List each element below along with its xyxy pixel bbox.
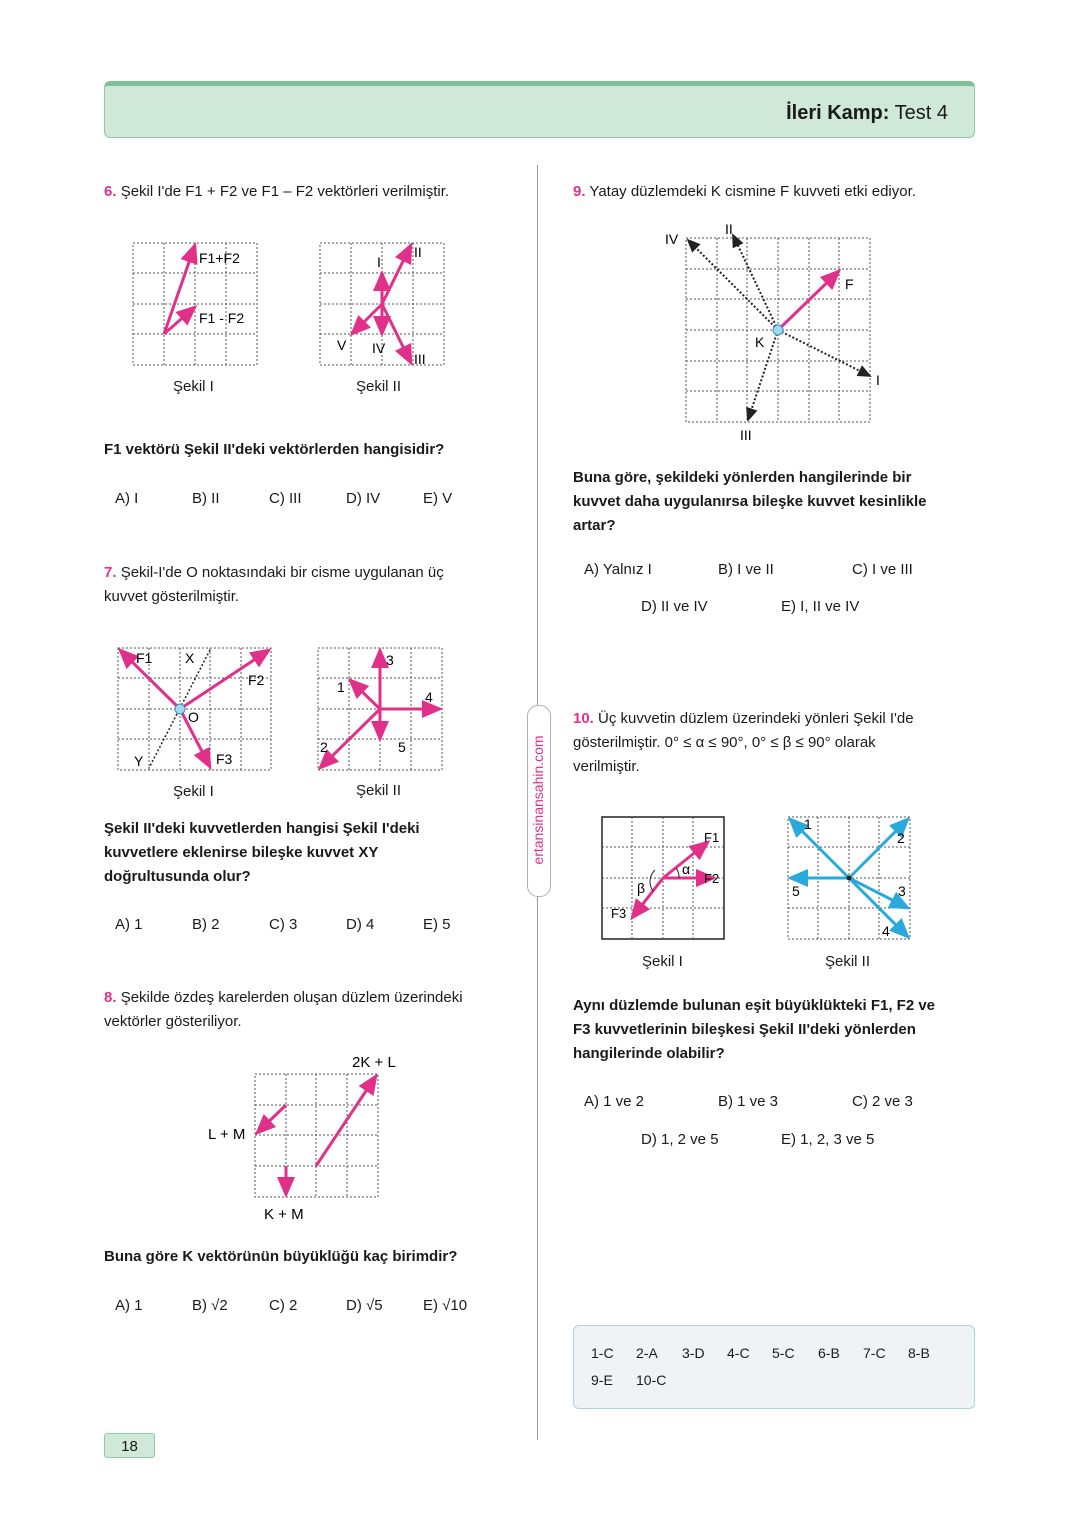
svg-text:3: 3 xyxy=(386,652,394,668)
svg-text:4: 4 xyxy=(425,689,433,705)
svg-text:5: 5 xyxy=(792,883,800,899)
q9-option-a[interactable]: A) Yalnız I xyxy=(584,561,652,578)
svg-text:1: 1 xyxy=(804,816,812,832)
svg-text:2K + L: 2K + L xyxy=(352,1054,396,1071)
q8-option-e[interactable]: E) √10 xyxy=(423,1297,468,1314)
q9-option-b[interactable]: B) I ve II xyxy=(718,561,774,578)
q10-option-e[interactable]: E) 1, 2, 3 ve 5 xyxy=(781,1131,875,1148)
q7-figure-1 xyxy=(110,640,275,775)
q8-option-a[interactable]: A) 1 xyxy=(115,1297,143,1314)
svg-text:X: X xyxy=(185,650,195,666)
svg-text:F3: F3 xyxy=(611,906,627,921)
svg-text:IV: IV xyxy=(665,231,679,247)
q6-text: 6. Şekil I'de F1 + F2 ve F1 – F2 vektörleri verilmiştir. xyxy=(104,183,450,200)
q10-question: Aynı düzlemde bulunan eşit büyüklükteki F1, F2 ve F3 kuvvetlerinin bileşkesi Şekil II'deki yönlerden hangilerinde olabilir? xyxy=(573,997,936,1062)
watermark: ertansinansahin.com xyxy=(530,735,546,865)
q6-option-a[interactable]: A) I xyxy=(115,490,139,507)
q7-option-c[interactable]: C) 3 xyxy=(269,916,298,933)
svg-text:L + M: L + M xyxy=(208,1126,246,1143)
svg-text:5: 5 xyxy=(398,739,406,755)
svg-text:F3: F3 xyxy=(216,751,233,767)
answer-2: 2-A xyxy=(636,1345,658,1361)
svg-text:K: K xyxy=(755,334,765,350)
header-band xyxy=(104,81,975,138)
answer-4: 4-C xyxy=(727,1345,750,1361)
q6-label-sum: F1+F2 xyxy=(199,250,240,266)
page-title: İleri Kamp: Test 4 xyxy=(786,102,948,124)
q7-text: 7. Şekil-I'de O noktasındaki bir cisme uygulanan üç kuvvet gösterilmiştir. xyxy=(104,564,444,605)
answer-5: 5-C xyxy=(772,1345,795,1361)
q9-text: 9. Yatay düzlemdeki K cismine F kuvveti etki ediyor. xyxy=(573,183,916,200)
q8-figure xyxy=(200,1045,415,1230)
q8-option-d[interactable]: D) √5 xyxy=(346,1297,383,1314)
q9-option-d[interactable]: D) II ve IV xyxy=(641,598,708,615)
q7-option-e[interactable]: E) 5 xyxy=(423,916,451,933)
q7-option-a[interactable]: A) 1 xyxy=(115,916,143,933)
q6-option-c[interactable]: C) III xyxy=(269,490,302,507)
q7-figure-2 xyxy=(310,640,450,775)
svg-text:1: 1 xyxy=(337,679,345,695)
svg-text:V: V xyxy=(337,337,347,353)
svg-text:O: O xyxy=(188,709,199,725)
q7-option-d[interactable]: D) 4 xyxy=(346,916,375,933)
q10-option-b[interactable]: B) 1 ve 3 xyxy=(718,1093,779,1110)
answer-1: 1-C xyxy=(591,1345,614,1361)
q10-caption-1: Şekil I xyxy=(642,953,683,970)
q9-option-c[interactable]: C) I ve III xyxy=(852,561,913,578)
answer-8: 8-B xyxy=(908,1345,930,1361)
svg-text:2: 2 xyxy=(320,739,328,755)
q10-option-a[interactable]: A) 1 ve 2 xyxy=(584,1093,645,1110)
q6-label-diff: F1 - F2 xyxy=(199,310,245,326)
q9-figure xyxy=(655,215,895,445)
q7-question: Şekil II'deki kuvvetlerden hangisi Şekil I'deki kuvvetlere eklenirse bileşke kuvvet XY doğrultusunda olur? xyxy=(104,820,420,885)
q8-question: Buna göre K vektörünün büyüklüğü kaç birimdir? xyxy=(104,1248,458,1265)
svg-text:2: 2 xyxy=(897,830,905,846)
svg-text:III: III xyxy=(740,427,752,443)
answer-10: 10-C xyxy=(636,1372,667,1388)
answer-9: 9-E xyxy=(591,1372,613,1388)
q6-option-d[interactable]: D) IV xyxy=(346,490,381,507)
q6-caption-1: Şekil I xyxy=(173,378,214,395)
page-number: 18 xyxy=(104,1433,155,1458)
q7-caption-2: Şekil II xyxy=(356,782,402,799)
answer-7: 7-C xyxy=(863,1345,886,1361)
q8-option-c[interactable]: C) 2 xyxy=(269,1297,298,1314)
q6-option-b[interactable]: B) II xyxy=(192,490,220,507)
q6-caption-2: Şekil II xyxy=(356,378,402,395)
svg-text:II: II xyxy=(725,221,733,237)
answer-key xyxy=(573,1325,975,1409)
q6-option-e[interactable]: E) V xyxy=(423,490,453,507)
answer-6: 6-B xyxy=(818,1345,840,1361)
q7-caption-1: Şekil I xyxy=(173,783,214,800)
q10-option-c[interactable]: C) 2 ve 3 xyxy=(852,1093,913,1110)
q10-figure-1 xyxy=(597,812,732,947)
q10-caption-2: Şekil II xyxy=(825,953,871,970)
q10-figure-2 xyxy=(780,812,915,947)
answer-3: 3-D xyxy=(682,1345,705,1361)
svg-text:I: I xyxy=(377,254,381,270)
svg-text:3: 3 xyxy=(898,883,906,899)
q6-figure-1 xyxy=(125,235,265,370)
svg-text:β: β xyxy=(637,880,646,896)
svg-text:K + M: K + M xyxy=(264,1206,304,1223)
q6-question: F1 vektörü Şekil II'deki vektörlerden hangisidir? xyxy=(104,441,445,458)
svg-text:4: 4 xyxy=(882,923,890,939)
q7-option-b[interactable]: B) 2 xyxy=(192,916,220,933)
q9-option-e[interactable]: E) I, II ve IV xyxy=(781,598,860,615)
svg-text:F: F xyxy=(845,276,854,292)
svg-text:F1: F1 xyxy=(704,830,720,845)
svg-text:III: III xyxy=(414,351,426,367)
q8-option-b[interactable]: B) √2 xyxy=(192,1297,228,1314)
svg-text:I: I xyxy=(876,372,880,388)
svg-text:IV: IV xyxy=(372,340,386,356)
q10-text: 10. Üç kuvvetin düzlem üzerindeki yönleri Şekil I'de gösterilmiştir. 0° ≤ α ≤ 90°, 0° ≤ β ≤ 90° olarak verilmiştir. xyxy=(573,710,914,775)
svg-text:II: II xyxy=(414,244,422,260)
svg-text:F2: F2 xyxy=(704,871,720,886)
q6-figure-2 xyxy=(312,235,452,370)
svg-text:Y: Y xyxy=(134,753,144,769)
q9-question: Buna göre, şekildeki yönlerden hangilerinde bir kuvvet daha uygulanırsa bileşke kuvvet kesinlikle artar? xyxy=(573,469,927,534)
svg-text:F1: F1 xyxy=(136,650,153,666)
svg-text:F2: F2 xyxy=(248,672,265,688)
svg-text:α: α xyxy=(682,861,691,877)
q8-text: 8. Şekilde özdeş karelerden oluşan düzlem üzerindeki vektörler gösteriliyor. xyxy=(104,989,463,1030)
q10-option-d[interactable]: D) 1, 2 ve 5 xyxy=(641,1131,719,1148)
